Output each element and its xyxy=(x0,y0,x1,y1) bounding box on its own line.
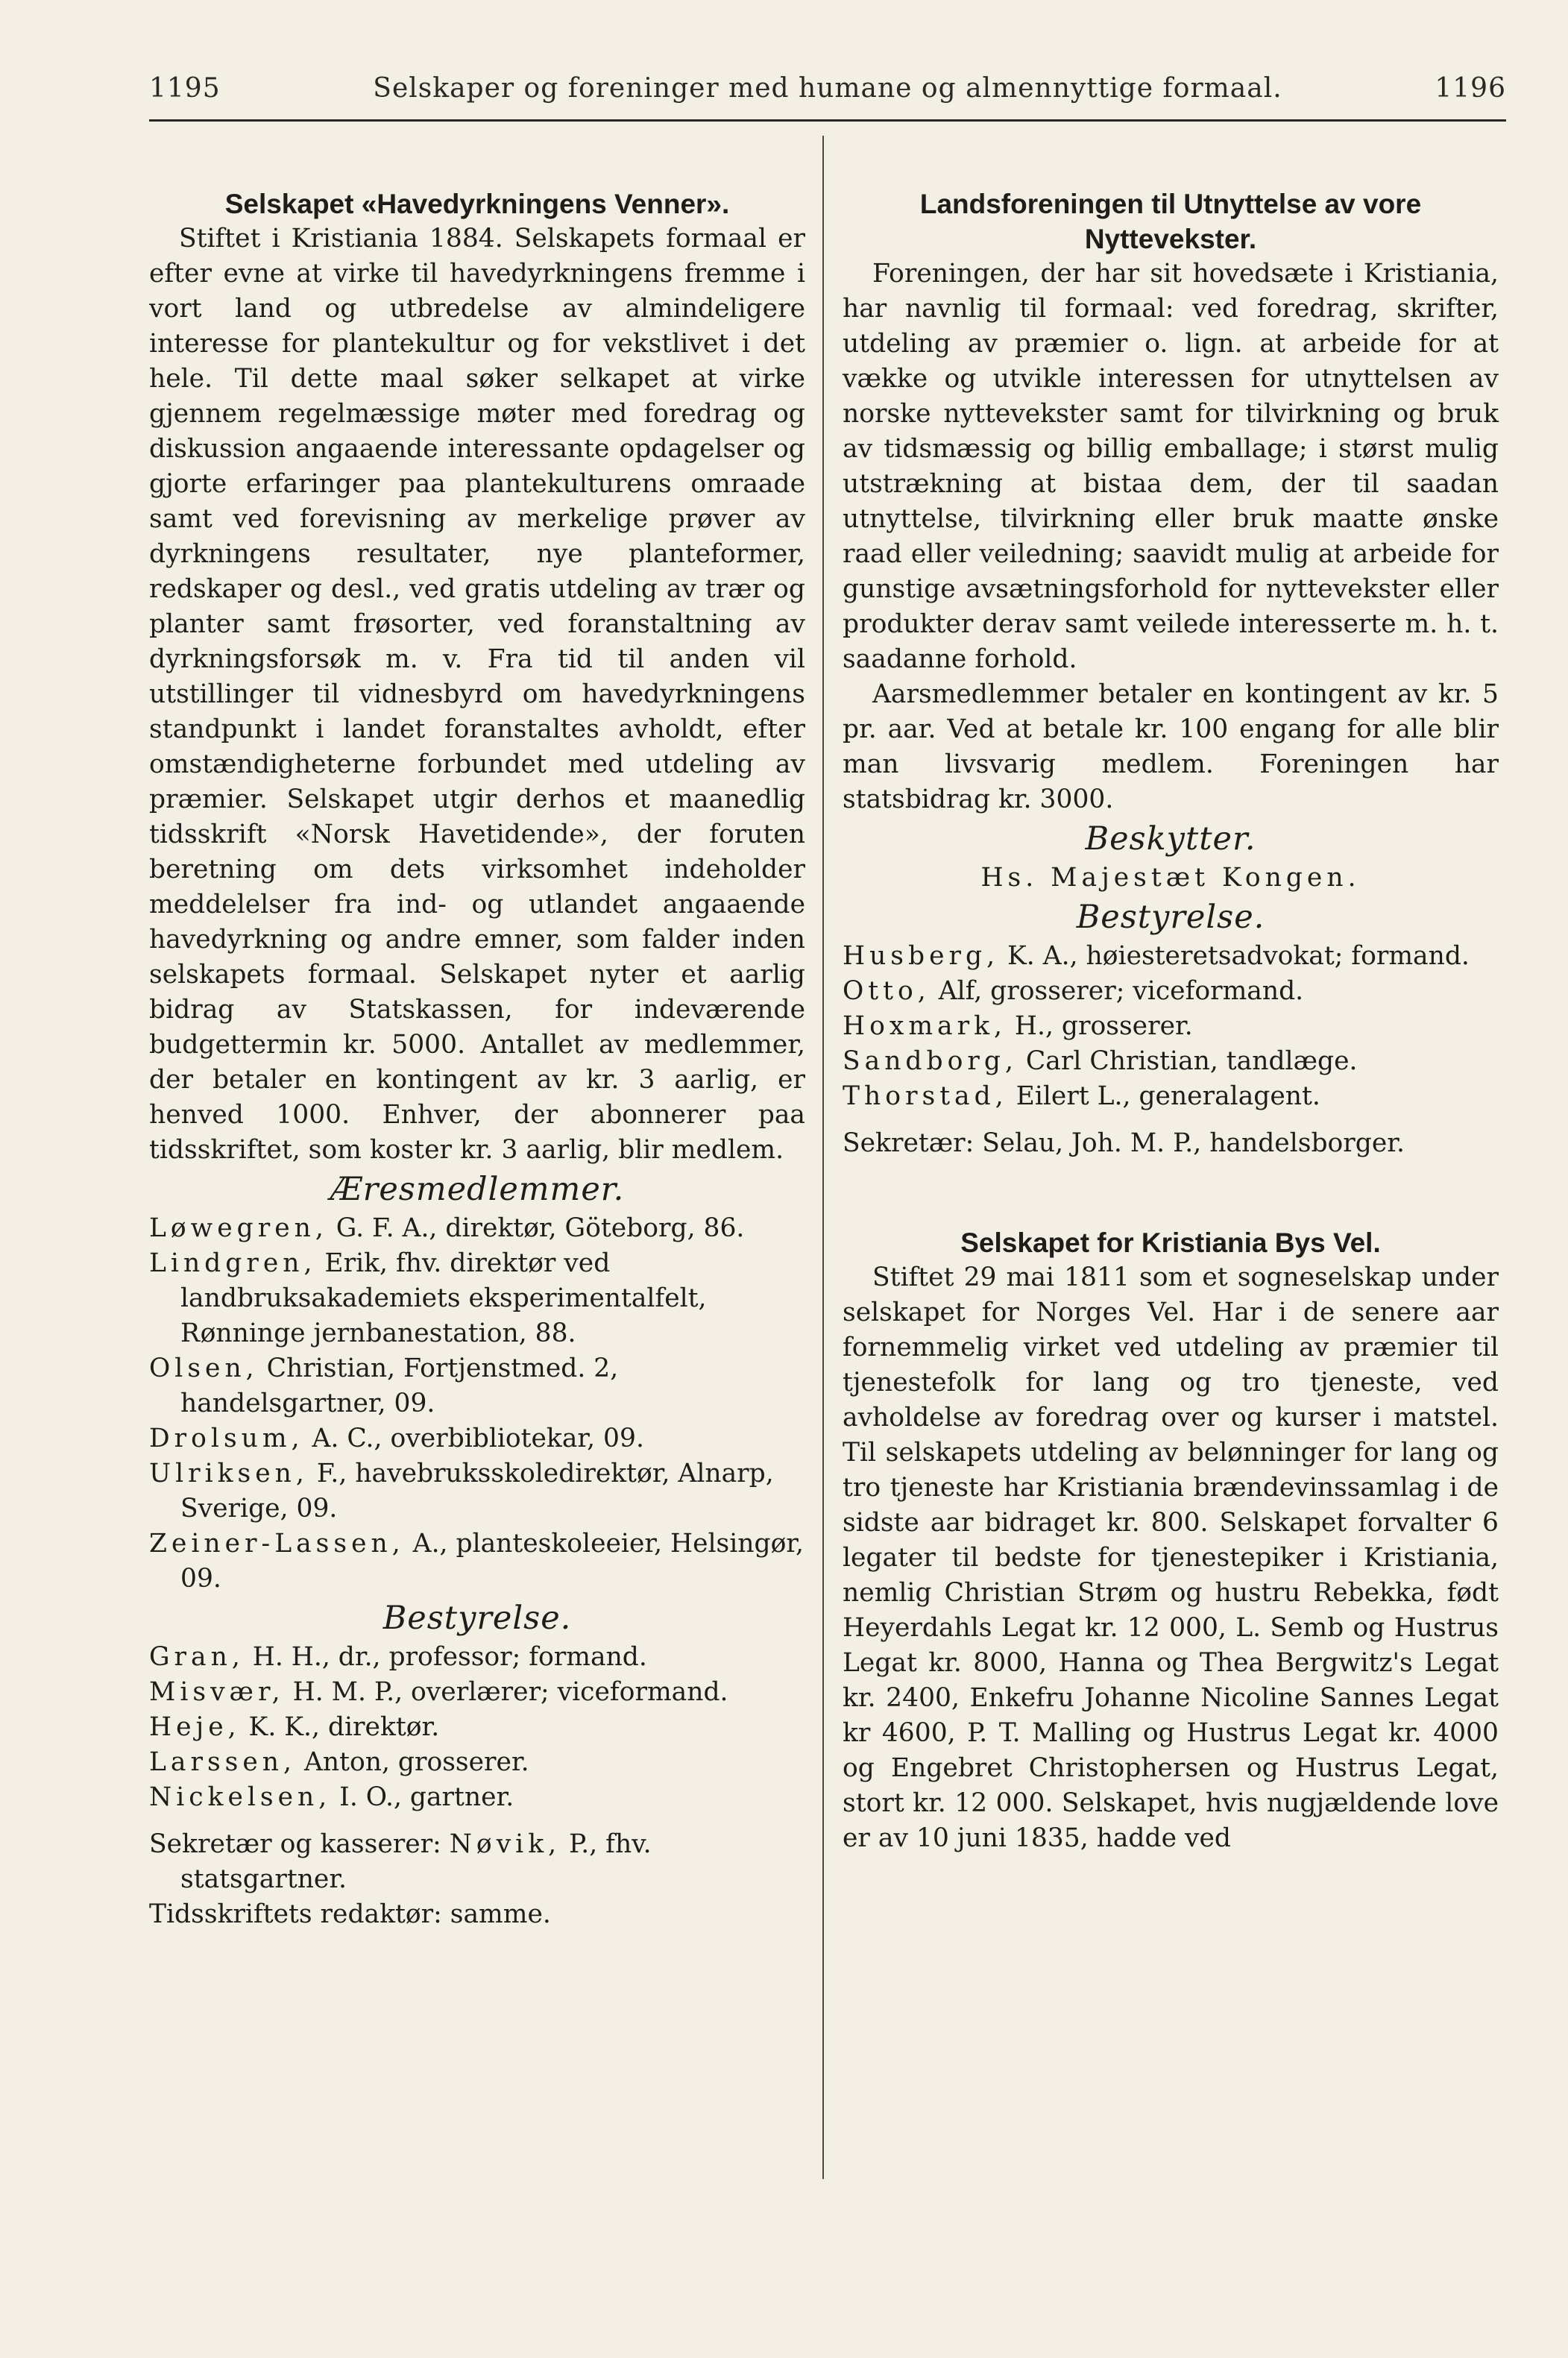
left-column xyxy=(149,186,805,1932)
header-rule xyxy=(149,119,1506,122)
section-body-kristiania-bys-vel: Stiftet 29 mai 1811 som et sogneselskap under selskapet for Norges Vel. Har i de senere aar fornemmelig virket ved utdeling av præmier til tjenestefolk for lang og tro tjeneste, ved avholdelse av foredrag over og kurser i matstel. Til selskapets utdeling av belønninger for lang og tro tjeneste har Kristiania brændevinssamlag i de sidste aar bidraget kr. 800. Selskapet forvalter 6 legater til bedste for tjenestepiker i Kristiania, nemlig Christian Strøm og hustru Rebekka, født Heyerdahls Legat kr. 12 000, L. Semb og Hustrus Legat kr. 8000, Hanna og Thea Bergwitz's Legat kr. 2400, Enkefru Johanne Nicoline Sannes Legat kr 4600, P. T. Malling og Hustrus Legat kr. 4000 og Engebret Christophersen og Hustrus Legat, stort kr. 12 000. Selskapet, hvis nugjældende love er av 10 juni 1835, hadde ved xyxy=(843,1263,1499,1853)
list-item: Hoxmark, H., grosserer. xyxy=(843,1011,1193,1041)
board-list-right xyxy=(843,939,1499,1114)
list-item: Nickelsen, I. O., gartner. xyxy=(149,1782,514,1812)
section-body-landsforeningen: Foreningen, der har sit hovedsæte i Kristiania, har navnlig til formaal: ved foredrag, skrifter, utdeling av præmier o. lign. at arbeide for at vække og utvikle interessen for utnyttelsen av norske nyttevekster samt for tilvirkning og bruk av tidsmæssig og billig emballage; i størst mulig utstrækning at bistaa dem, der til saadan utnyttelse, tilvirkning eller bruk maatte ønske raad eller veiledning; saavidt mulig at arbeide for gunstige avsætningsforhold for nyttevekster eller produkter derav samt veilede interesserte m. h. t. saadanne forhold. xyxy=(843,259,1499,674)
right-column xyxy=(843,186,1499,1856)
section-body-membership: Aarsmedlemmer betaler en kontingent av kr. 5 pr. aar. Ved at betale kr. 100 engang for alle blir man livsvarig medlem. Foreningen har statsbidrag kr. 3000. xyxy=(843,679,1499,814)
protector-name: Hs. Majestæt Kongen. xyxy=(980,863,1361,893)
honorary-members-heading: Æresmedlemmer. xyxy=(330,1171,625,1208)
list-item: Otto, Alf, grosserer; viceformand. xyxy=(843,976,1304,1006)
section-body-havedyrkning: Stiftet i Kristiania 1884. Selskapets formaal er efter evne at virke til havedyrkningens fremme i vort land og utbredelse av almindeligere interesse for plantekultur og for vekstlivet i det hele. Til dette maal søker selkapet at virke gjennem regelmæssige møter med foredrag og diskussion angaaende interessante opdagelser og gjorte erfaringer paa plantekulturens omraade samt ved forevisning av merkelige prøver av dyrkningens resultater, nye planteformer, redskaper og desl., ved gratis utdeling av trær og planter samt frøsorter, ved foranstaltning av dyrkningsforsøk m. v. Fra tid til anden vil utstillinger til vidnesbyrd om havedyrkningens standpunkt i landet foranstaltes avholdt, efter omstændigheterne forbundet med utdeling av præmier. Selskapet utgir derhos et maanedlig tidsskrift «Norsk Havetidende», der foruten beretning om dets virksomhet indeholder meddelelser fra ind- og utlandet angaaende havedyrkning og andre emner, som falder inden selskapets formaal. Selskapet nyter et aarlig bidrag av Statskassen, for indeværende budgettermin kr. 5000. Antallet av medlemmer, der betaler en kontingent av kr. 3 aarlig, er henved 1000. Enhver, der abonnerer paa tidsskriftet, som koster kr. 3 aarlig, blir medlem. xyxy=(149,224,805,1165)
editor-line: Tidsskriftets redaktør: samme. xyxy=(149,1899,551,1929)
list-item: Husberg, K. A., høiesteretsadvokat; formand. xyxy=(843,941,1470,971)
honorary-members-list xyxy=(149,1211,805,1597)
column-divider xyxy=(822,136,824,2179)
left-page-number: 1195 xyxy=(149,73,221,104)
list-item: Drolsum, A. C., overbibliotekar, 09. xyxy=(149,1424,644,1453)
board-list-left xyxy=(149,1640,805,1815)
section-heading-havedyrkning: Selskapet «Havedyrkningens Venner». xyxy=(224,189,730,219)
section-heading-landsforeningen: Landsforeningen til Utnyttelse av vore Nyttevekster. xyxy=(919,189,1422,254)
section-heading-kristiania-bys-vel: Selskapet for Kristiania Bys Vel. xyxy=(960,1227,1381,1258)
protector-heading: Beskytter. xyxy=(1085,820,1256,858)
board-heading-right: Bestyrelse. xyxy=(1076,899,1265,936)
list-item: Zeiner-Lassen, A., planteskoleeier, Helsingør, 09. xyxy=(149,1529,805,1594)
list-item: Larssen, Anton, grosserer. xyxy=(149,1747,529,1777)
list-item: Misvær, H. M. P., overlærer; viceformand. xyxy=(149,1677,728,1707)
list-item: Heje, K. K., direktør. xyxy=(149,1712,440,1742)
right-page-number: 1196 xyxy=(1435,73,1506,104)
board-heading-left: Bestyrelse. xyxy=(382,1600,572,1637)
list-item: Sandborg, Carl Christian, tandlæge. xyxy=(843,1046,1358,1076)
secretary-right: Sekretær: Selau, Joh. M. P., handelsborger. xyxy=(843,1128,1405,1158)
list-item: Thorstad, Eilert L., generalagent. xyxy=(843,1081,1320,1111)
secretary-left: Sekretær og kasserer: Nøvik, P., fhv. statsgartner. xyxy=(149,1829,652,1894)
list-item: Olsen, Christian, Fortjenstmed. 2, handelsgartner, 09. xyxy=(149,1354,619,1418)
list-item: Lindgren, Erik, fhv. direktør ved landbruksakademiets eksperimentalfelt, Rønninge jernbanestation, 88. xyxy=(149,1248,707,1348)
list-item: Ulriksen, F., havebruksskoledirektør, Alnarp, Sverige, 09. xyxy=(149,1459,774,1524)
list-item: Gran, H. H., dr., professor; formand. xyxy=(149,1642,647,1672)
running-title: Selskaper og foreninger med humane og almennyttige formaal. xyxy=(373,73,1282,104)
list-item: Løwegren, G. F. A., direktør, Göteborg, 86. xyxy=(149,1213,745,1243)
running-head xyxy=(149,67,1506,112)
